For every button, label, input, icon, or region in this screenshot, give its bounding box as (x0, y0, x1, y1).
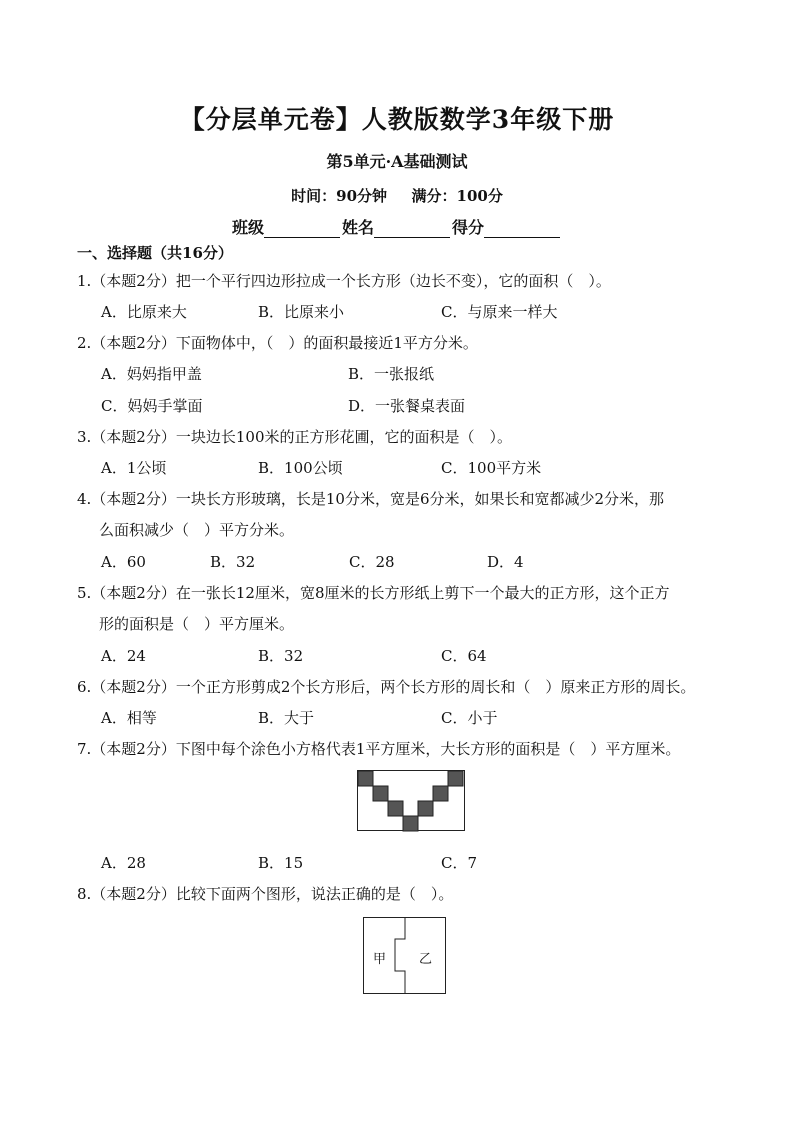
q2-option-d[interactable]: D．一张餐桌表面 (348, 397, 466, 415)
grade-label: 得分 (452, 218, 485, 237)
q2-option-c[interactable]: C．妈妈手掌面 (101, 397, 203, 415)
q6-option-c[interactable]: C．小于 (441, 709, 498, 727)
q5-option-b[interactable]: B．32 (258, 647, 304, 665)
question-7: 7.（本题2分）下图中每个涂色小方格代表1平方厘米，大长方形的面积是（ ）平方厘米。 (77, 740, 681, 758)
q7-shaded-square (358, 771, 373, 786)
class-label: 班级 (232, 218, 265, 237)
page-title: 【分层单元卷】人教版数学3年级下册 (179, 105, 615, 134)
question-5-continued: 形的面积是（ ）平方厘米。 (99, 615, 295, 633)
q1-option-a[interactable]: A．比原来大 (101, 303, 187, 321)
q3-option-a[interactable]: A．1公顷 (101, 459, 167, 477)
exam-meta (0, 185, 794, 206)
q7-shaded-square (433, 786, 448, 801)
name-blank[interactable] (374, 220, 450, 238)
question-6: 6.（本题2分）一个正方形剪成2个长方形后，两个长方形的周长和（ ）原来正方形的周长。 (77, 678, 696, 696)
q8-shapes-figure (363, 917, 447, 995)
q4-option-b[interactable]: B．32 (210, 553, 256, 571)
question-3: 3.（本题2分）一块边长100米的正方形花圃，它的面积是（ ）。 (77, 428, 512, 446)
question-5: 5.（本题2分）在一张长12厘米，宽8厘米的长方形纸上剪下一个最大的正方形，这个正方 (77, 584, 670, 602)
q1-option-b[interactable]: B．比原来小 (258, 303, 345, 321)
q7-option-c[interactable]: C．7 (441, 854, 478, 872)
q7-shaded-square (373, 786, 388, 801)
q6-option-a[interactable]: A．相等 (101, 709, 157, 727)
q3-option-c[interactable]: C．100平方米 (441, 459, 542, 477)
q2-option-b[interactable]: B．一张报纸 (348, 365, 435, 383)
q1-option-c[interactable]: C．与原来一样大 (441, 303, 558, 321)
q6-option-b[interactable]: B．大于 (258, 709, 315, 727)
section-title: 一、选择题（共16分） (77, 244, 233, 262)
question-4-continued: 么面积减少（ ）平方分米。 (99, 521, 295, 539)
q4-option-c[interactable]: C．28 (349, 553, 395, 571)
name-label: 姓名 (342, 218, 375, 237)
exam-time: 时间：90分钟 (291, 187, 388, 205)
exam-score: 满分：100分 (411, 187, 503, 205)
question-8: 8.（本题2分）比较下面两个图形，说法正确的是（ ）。 (77, 885, 454, 903)
q3-option-b[interactable]: B．100公顷 (258, 459, 343, 477)
q8-right-label: 乙 (419, 952, 433, 967)
question-4: 4.（本题2分）一块长方形玻璃，长是10分米，宽是6分米，如果长和宽都减少2分米，那 (77, 490, 665, 508)
q7-option-b[interactable]: B．15 (258, 854, 304, 872)
q4-option-a[interactable]: A．60 (101, 553, 146, 571)
q7-option-a[interactable]: A．28 (101, 854, 146, 872)
grade-blank[interactable] (484, 220, 560, 238)
q7-shaded-square (403, 816, 418, 831)
page-subtitle: 第5单元·A基础测试 (326, 152, 468, 171)
q7-shaded-square (448, 771, 463, 786)
q2-option-a[interactable]: A．妈妈指甲盖 (101, 365, 202, 383)
q8-left-label: 甲 (373, 952, 387, 967)
question-2: 2.（本题2分）下面物体中，（ ）的面积最接近1平方分米。 (77, 334, 478, 352)
question-1: 1.（本题2分）把一个平行四边形拉成一个长方形（边长不变），它的面积（ ）。 (77, 272, 611, 290)
q4-option-d[interactable]: D．4 (487, 553, 524, 571)
q7-shaded-square (388, 801, 403, 816)
q5-option-a[interactable]: A．24 (101, 647, 146, 665)
q5-option-c[interactable]: C．64 (441, 647, 487, 665)
class-blank[interactable] (264, 220, 340, 238)
q7-grid-figure (357, 770, 465, 832)
student-fields (232, 215, 562, 238)
q7-shaded-square (418, 801, 433, 816)
